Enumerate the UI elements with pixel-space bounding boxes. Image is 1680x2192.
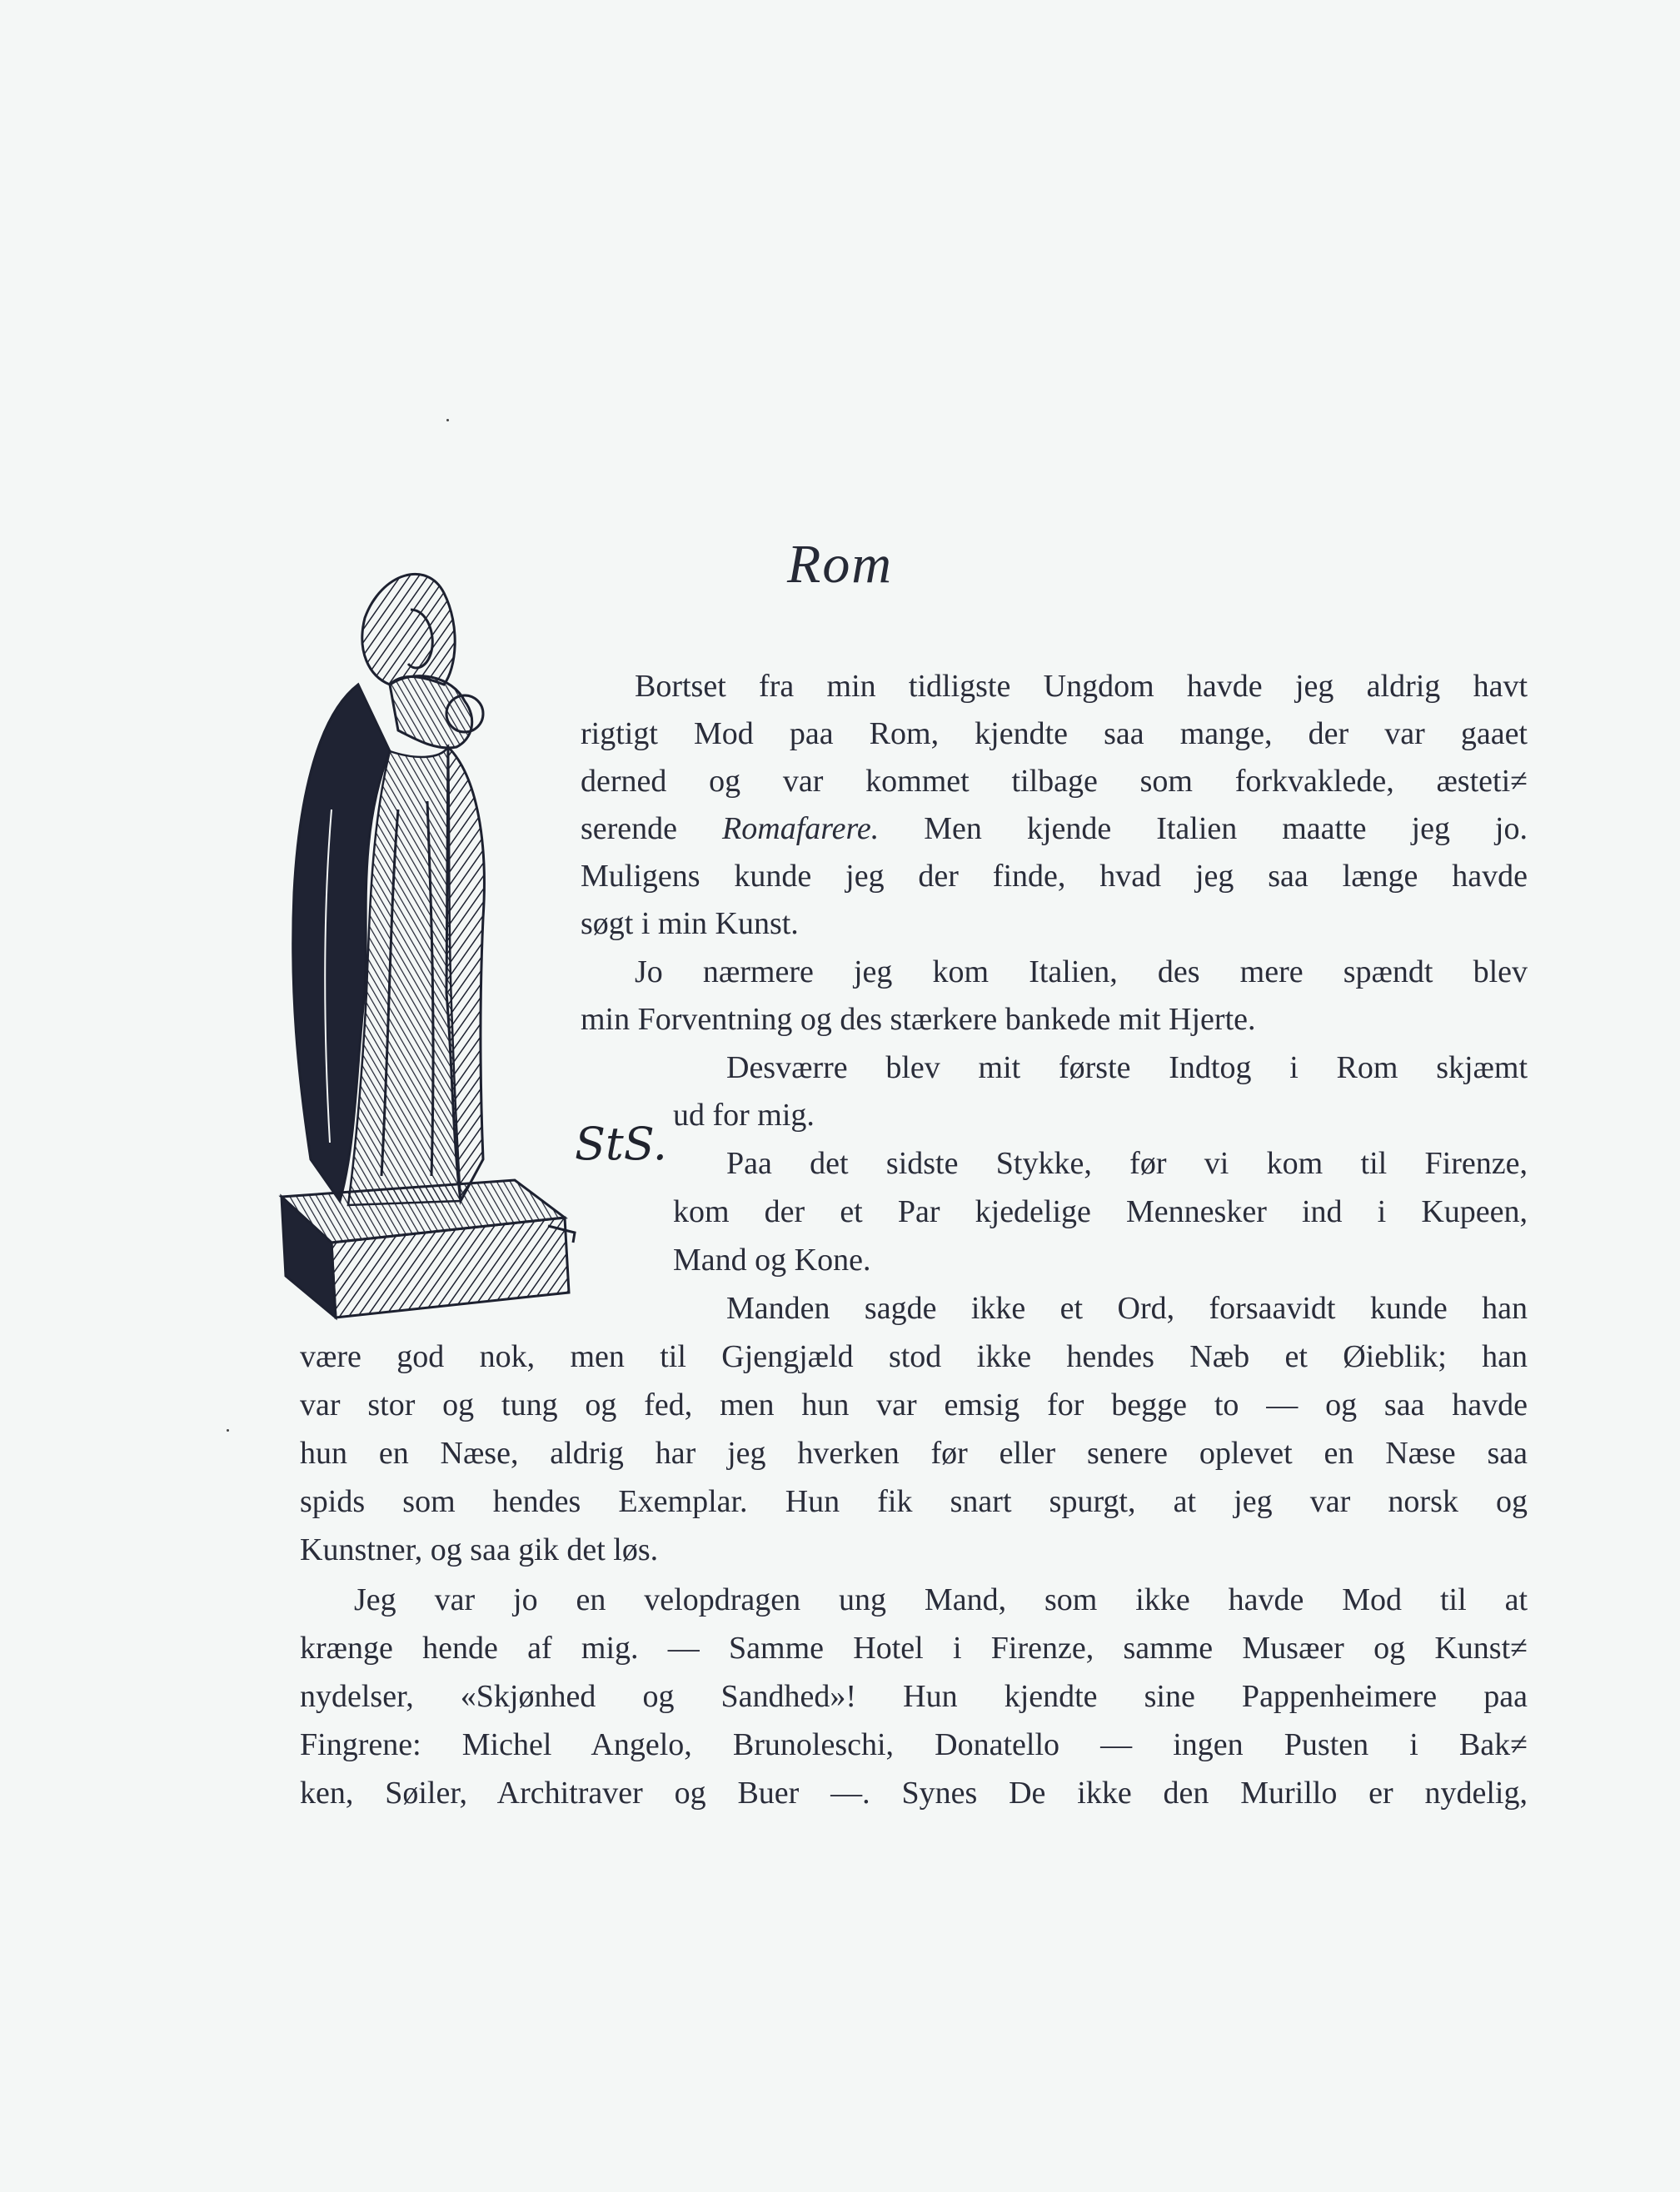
text-line: hun en Næse, aldrig har jeg hverken før eller senere oplevet en Næse saa	[300, 1436, 1528, 1471]
text-segment: Men kjende Italien maatte jeg jo.	[879, 811, 1528, 846]
text-line: Jeg var jo en velopdragen ung Mand, som ikke havde Mod til at	[354, 1582, 1528, 1617]
text-line: nydelser, «Skjønhed og Sandhed»! Hun kjendte sine Pappenheimere paa	[300, 1679, 1528, 1714]
text-line: rigtigt Mod paa Rom, kjendte saa mange, der var gaaet	[581, 716, 1528, 751]
text-line: Manden sagde ikke et Ord, forsaavidt kunde han	[726, 1291, 1528, 1326]
text-line: kom der et Par kjedelige Mennesker ind i Kupeen,	[673, 1194, 1528, 1229]
text-line: krænge hende af mig. — Samme Hotel i Firenze, samme Musæer og Kunst≠	[300, 1631, 1528, 1666]
artist-monogram: StS.	[575, 1118, 667, 1170]
text-line: Fingrene: Michel Angelo, Brunoleschi, Donatello — ingen Pusten i Bak≠	[300, 1727, 1528, 1762]
text-line: Muligens kunde jeg der finde, hvad jeg saa længe havde	[581, 859, 1528, 894]
text-line: Bortset fra min tidligste Ungdom havde jeg aldrig havt	[635, 669, 1528, 704]
text-line: Paa det sidste Stykke, før vi kom til Firenze,	[726, 1146, 1528, 1181]
text-line: Jo nærmere jeg kom Italien, des mere spændt blev	[635, 954, 1528, 989]
emphasized-word: Romafarere.	[722, 811, 880, 846]
text-line: Desværre blev mit første Indtog i Rom skjæmt	[726, 1050, 1528, 1085]
chapter-title: Rom	[787, 534, 893, 595]
text-line: være god nok, men til Gjengjæld stod ikke hendes Næb et Øieblik; han	[300, 1339, 1528, 1374]
paper-speck	[227, 1429, 229, 1432]
text-line: spids som hendes Exemplar. Hun fik snart spurgt, at jeg var norsk og	[300, 1484, 1528, 1519]
text-line: min Forventning og des stærkere bankede mit Hjerte.	[581, 1002, 1256, 1037]
madonna-statue-illustration	[265, 560, 581, 1326]
text-line: var stor og tung og fed, men hun var emsig for begge to — og saa havde	[300, 1387, 1528, 1422]
text-segment: serende	[581, 811, 723, 846]
text-line: derned og var kommet tilbage som forkvaklede, æsteti≠	[581, 764, 1528, 799]
text-line: ud for mig.	[673, 1098, 815, 1133]
text-line: ken, Søiler, Architraver og Buer —. Synes De ikke den Murillo er nydelig,	[300, 1776, 1528, 1811]
text-line: søgt i min Kunst.	[581, 906, 799, 941]
paper-speck	[446, 419, 449, 421]
text-line: Kunstner, og saa gik det løs.	[300, 1532, 659, 1567]
text-line	[581, 805, 1528, 853]
text-line: Mand og Kone.	[673, 1243, 871, 1278]
